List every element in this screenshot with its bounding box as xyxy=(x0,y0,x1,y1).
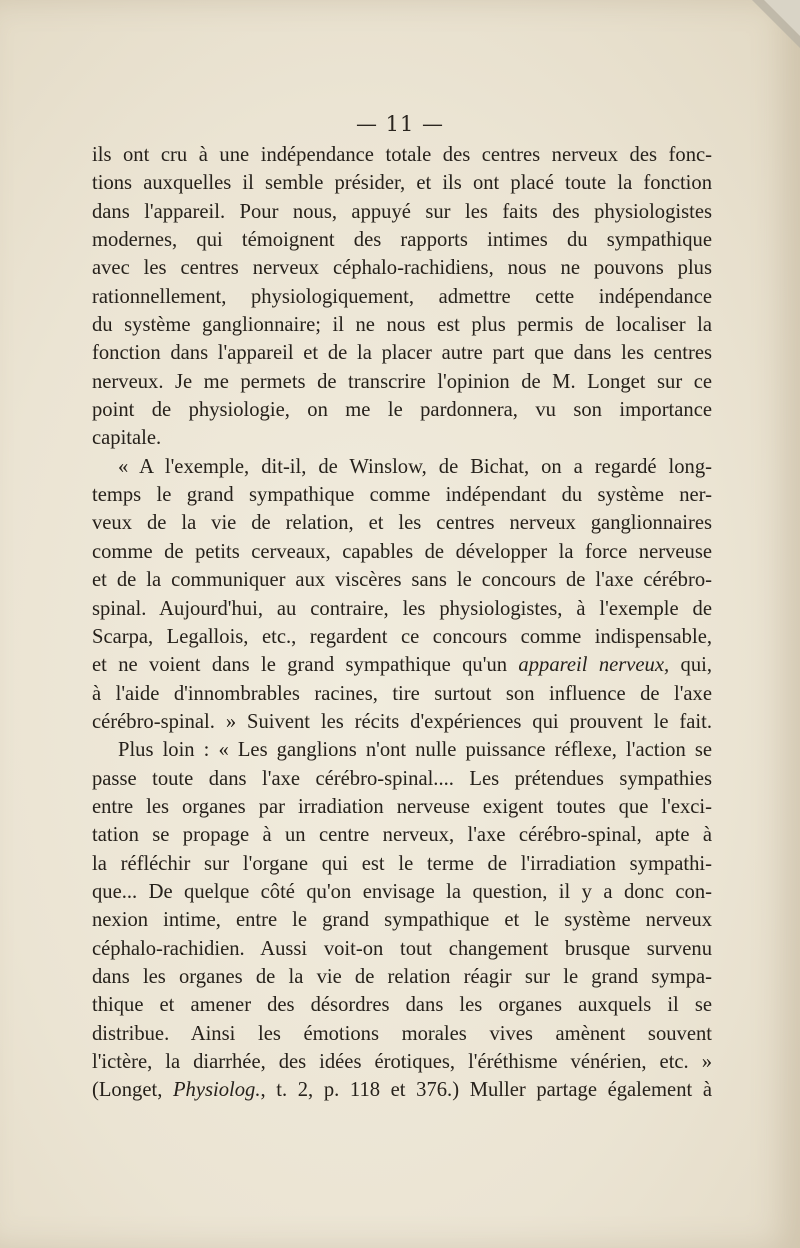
text-line: et de la communiquer aux viscères sans le concours de l'axe cérébro- xyxy=(92,569,712,592)
text-line: rationnellement, physiologiquement, admettre cette indépendance xyxy=(92,285,712,308)
text-line: point de physiologie, on me le pardonnera, vu son importance xyxy=(92,399,712,422)
text-line-with-italic xyxy=(92,1076,712,1104)
text-line: à l'aide d'innombrables racines, tire surtout son influence de l'axe xyxy=(92,682,712,705)
page-number: — 11 — xyxy=(355,112,445,136)
text-line: fonction dans l'appareil et de la placer autre part que dans les centres xyxy=(92,342,712,365)
text-line: distribue. Ainsi les émotions morales vives amènent souvent xyxy=(92,1022,712,1045)
italic-term: Physiolog. xyxy=(172,1079,261,1102)
body-text xyxy=(92,141,712,1105)
text-line: dans l'appareil. Pour nous, appuyé sur les faits des physiologistes xyxy=(92,200,712,223)
text-line-with-italic xyxy=(92,651,712,679)
text-line: tions auxquelles il semble présider, et ils ont placé toute la fonction xyxy=(92,172,712,195)
text-segment: (Longet, xyxy=(92,1079,173,1102)
text-line: nexion intime, entre le grand sympathique et le système nerveux xyxy=(92,909,712,932)
text-line: céphalo-rachidien. Aussi voit-on tout changement brusque survenu xyxy=(92,937,712,960)
text-line: temps le grand sympathique comme indépendant du système ner- xyxy=(92,484,712,507)
text-line: spinal. Aujourd'hui, au contraire, les physiologistes, à l'exemple de xyxy=(92,597,712,620)
text-line: Scarpa, Legallois, etc., regardent ce concours comme indispensable, xyxy=(92,625,712,648)
text-line: cérébro-spinal. » Suivent les récits d'expériences qui prouvent le fait. xyxy=(92,710,712,733)
text-line: du système ganglionnaire; il ne nous est plus permis de localiser la xyxy=(92,314,712,337)
text-segment: et ne voient dans le grand sympathique qu'un xyxy=(92,654,519,677)
text-line: thique et amener des désordres dans les organes auxquels il se xyxy=(92,994,712,1017)
text-line: nerveux. Je me permets de transcrire l'opinion de M. Longet sur ce xyxy=(92,370,712,393)
text-line: veux de la vie de relation, et les centres nerveux ganglionnaires xyxy=(92,512,712,535)
text-line: dans les organes de la vie de relation réagir sur le grand sympa- xyxy=(92,965,712,988)
text-line: comme de petits cerveaux, capables de développer la force nerveuse xyxy=(92,540,712,563)
text-segment: qui, xyxy=(669,654,712,677)
text-segment: , t. 2, p. 118 et 376.) Muller partage également à xyxy=(260,1079,712,1102)
text-line: Plus loin : « Les ganglions n'ont nulle puissance réflexe, l'action se xyxy=(118,739,712,762)
page-corner-fold-inner xyxy=(764,0,800,36)
text-line: entre les organes par irradiation nerveuse exigent toutes que l'exci- xyxy=(92,795,712,818)
text-line: que... De quelque côté qu'on envisage la question, il y a donc con- xyxy=(92,880,712,903)
text-line: modernes, qui témoignent des rapports intimes du sympathique xyxy=(92,229,712,252)
text-line: la réfléchir sur l'organe qui est le terme de l'irradiation sympathi- xyxy=(92,852,712,875)
text-line: ils ont cru à une indépendance totale des centres nerveux des fonc- xyxy=(92,144,712,166)
italic-term: appareil nerveux, xyxy=(518,654,670,677)
text-line: l'ictère, la diarrhée, des idées érotiques, l'éréthisme vénérien, etc. » xyxy=(92,1051,712,1073)
text-line: « A l'exemple, dit-il, de Winslow, de Bichat, on a regardé long- xyxy=(118,455,712,478)
text-line: tation se propage à un centre nerveux, l'axe cérébro-spinal, apte à xyxy=(92,824,712,847)
text-line: passe toute dans l'axe cérébro-spinal.... Les prétendues sympathies xyxy=(92,767,712,790)
text-line: capitale. xyxy=(92,427,162,450)
text-line: avec les centres nerveux céphalo-rachidiens, nous ne pouvons plus xyxy=(92,257,712,280)
